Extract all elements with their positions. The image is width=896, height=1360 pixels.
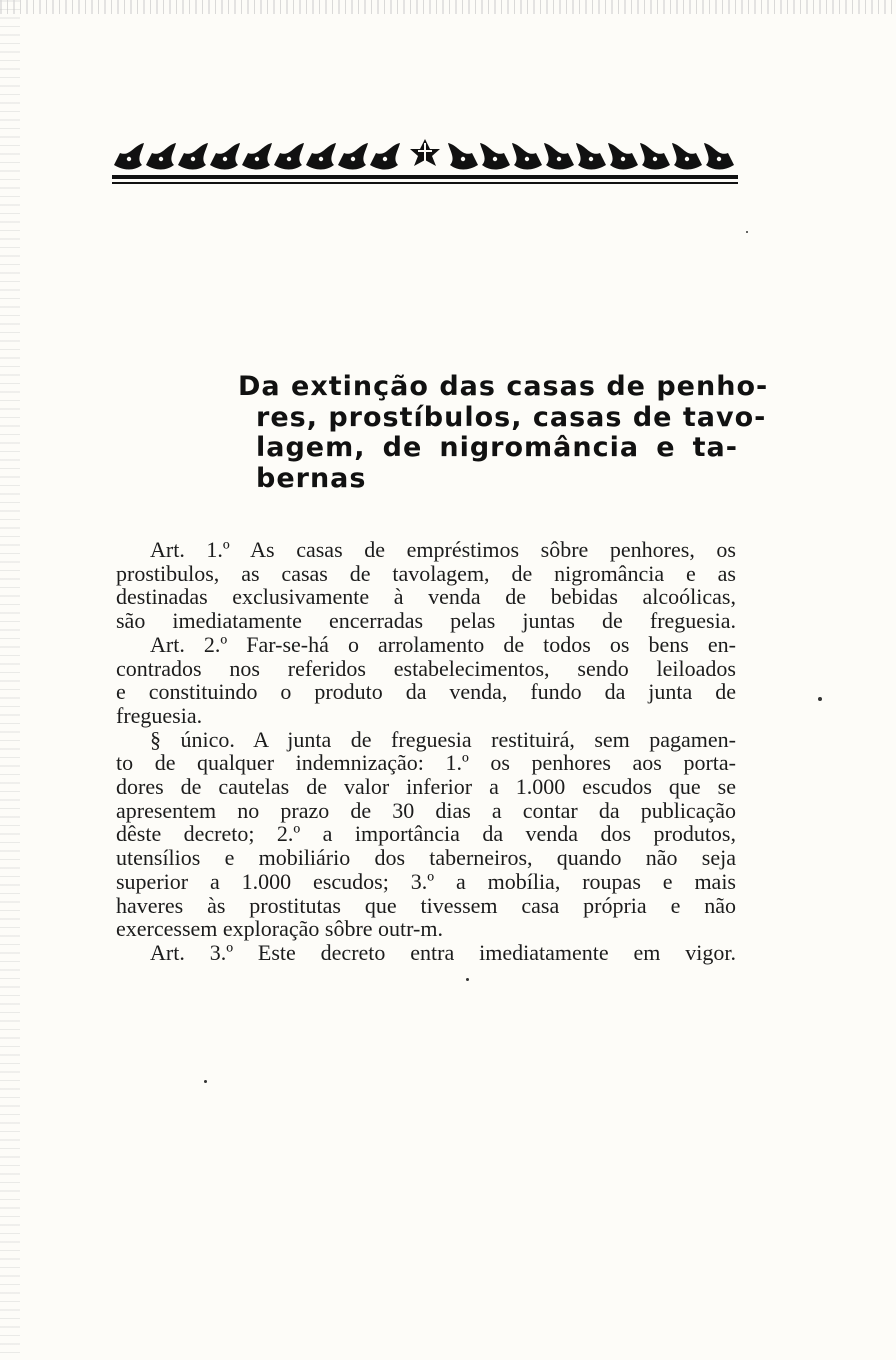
paragraph-unico-line: § único. A junta de freguesia restituirá, sem pagamen- <box>150 726 736 752</box>
title-line: res, prostíbulos, casas de tavo- <box>256 401 767 433</box>
text-line: apresentem no prazo de 30 dias a contar da publicação <box>116 797 736 823</box>
leaf-ornament-dot <box>717 157 721 161</box>
text-line: destinadas exclusivamente à venda de bebidas alcoólicas, <box>116 584 736 610</box>
leaf-ornament-dot <box>493 157 497 161</box>
article-1-line: Art. 1.º As casas de empréstimos sôbre penhores, os <box>150 537 736 562</box>
leaf-ornament-motif <box>178 143 208 170</box>
leaf-ornament-motif <box>338 143 368 170</box>
leaf-ornament-dot <box>127 157 131 161</box>
leaf-ornament-motif <box>640 143 670 170</box>
text-line: utensílios e mobiliário dos taberneiros, quando não seja <box>116 845 736 871</box>
text-line: dêste decreto; 2.º a importância da venda dos produtos, <box>116 821 736 847</box>
leaf-ornament-motif <box>608 143 638 170</box>
text-line: superior a 1.000 escudos; 3.º a mobília, roupas e mais <box>116 868 736 894</box>
text-line: haveres às prostitutas que tivessem casa própria e não <box>116 892 736 918</box>
leaf-ornament-dot <box>159 157 163 161</box>
leaf-ornament-motif <box>210 143 240 170</box>
ornament-rule-thick <box>112 175 738 179</box>
leaf-ornament-dot <box>319 157 323 161</box>
text-line: prostibulos, as casas de tavolagem, de nigromância e as <box>116 560 736 586</box>
leaf-ornament-motif <box>544 143 574 170</box>
title-line: lagem, de nigromância e ta- <box>256 432 738 463</box>
leaf-ornament-dot <box>383 157 387 161</box>
leaf-ornament-motif <box>114 143 144 170</box>
leaf-ornament-dot <box>287 157 291 161</box>
print-speck <box>204 1080 207 1083</box>
text-line: freguesia. <box>116 702 203 728</box>
decree-text <box>116 538 736 965</box>
article-3-line: Art. 3.º Este decreto entra imediatamente em vigor. <box>150 939 736 965</box>
leaf-ornament-dot <box>557 157 561 161</box>
ornamental-headpiece <box>112 135 738 191</box>
leaf-ornament-motif <box>512 143 542 170</box>
text-line: exercessem exploração sôbre outr-m. <box>116 916 443 942</box>
text-line: e constituindo o produto da venda, fundo da junta de <box>116 679 736 705</box>
ornament-rule-thin <box>112 182 738 184</box>
text-line: dores de cautelas de valor inferior a 1.000 escudos que se <box>116 774 736 800</box>
leaf-ornament-motif <box>480 143 510 170</box>
text-line: contrados nos referidos estabelecimentos, sendo leiloados <box>116 655 736 681</box>
chapter-title <box>238 371 769 494</box>
center-star-ornament <box>410 139 440 166</box>
leaf-ornament-motif <box>146 143 176 170</box>
leaf-ornament-motif <box>274 143 304 170</box>
leaf-ornament-dot <box>685 157 689 161</box>
leaf-ornament-dot <box>351 157 355 161</box>
print-speck <box>818 697 822 701</box>
leaf-ornament-motif <box>448 143 478 170</box>
leaf-ornament-dot <box>653 157 657 161</box>
leaf-ornament-dot <box>621 157 625 161</box>
leaf-ornament-dot <box>191 157 195 161</box>
title-line: Da extinção das casas de penho- <box>238 371 769 402</box>
leaf-ornament-motif <box>576 143 606 170</box>
article-2-line: Art. 2.º Far-se-há o arrolamento de todos os bens en- <box>150 631 736 657</box>
leaf-ornament-motif <box>672 143 702 170</box>
leaf-ornament-motif <box>242 143 272 170</box>
print-speck <box>466 978 469 981</box>
leaf-ornament-dot <box>461 157 465 161</box>
leaf-ornament-motif <box>370 143 400 170</box>
print-speck <box>746 231 748 233</box>
leaf-ornament-dot <box>223 157 227 161</box>
scan-noise-left <box>0 0 20 1360</box>
title-line: bernas <box>256 462 367 494</box>
scan-noise-top <box>0 0 896 14</box>
leaf-ornament-dot <box>255 157 259 161</box>
leaf-ornament-motif <box>704 143 734 170</box>
text-line: são imediatamente encerradas pelas juntas de freguesia. <box>116 608 736 634</box>
leaf-ornament-dot <box>525 157 529 161</box>
leaf-ornament-motif <box>306 143 336 170</box>
leaf-ornament-dot <box>589 157 593 161</box>
text-line: to de qualquer indemnização: 1.º os penhores aos porta- <box>116 750 736 776</box>
